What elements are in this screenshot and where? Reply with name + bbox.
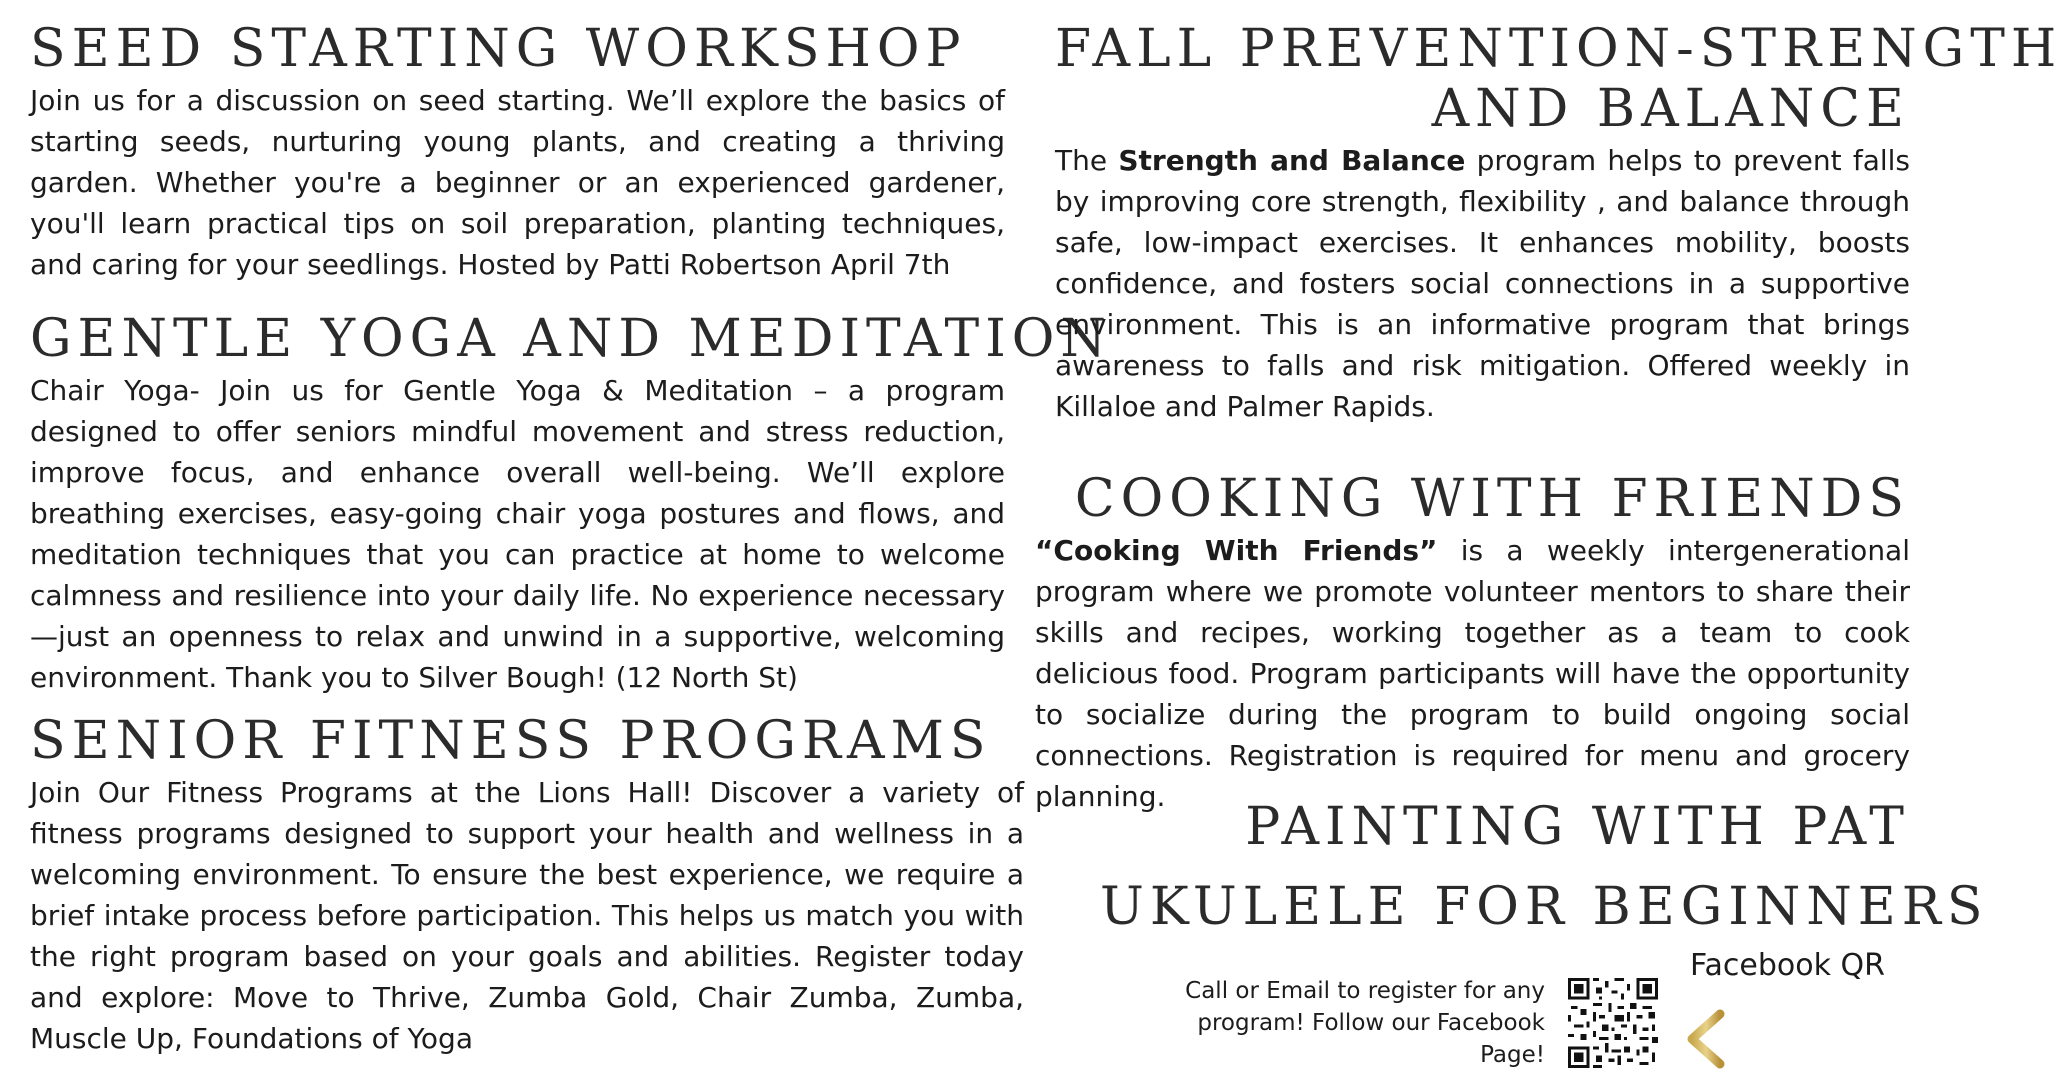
fall-prevention-body: program helps to prevent falls by improving core strength, flexibility , and balance through safe, low-impact exercises. It enhances mobility, boosts confidence, and fosters social connections in a supportive environment. This is an informative program that brings awareness to falls and risk mitigation. Offered weekly in Killaloe and Palmer Rapids. bbox=[1055, 143, 1910, 423]
seed-starting-section bbox=[30, 20, 1005, 285]
ukulele-section bbox=[1100, 877, 1989, 938]
fall-prevention-description bbox=[1055, 140, 1910, 427]
senior-fitness-section bbox=[30, 712, 1024, 1059]
gentle-yoga-title: GENTLE YOGA AND MEDITATION bbox=[30, 309, 1112, 369]
register-call-to-action: Call or Email to register for any program! Follow our Facebook Page! bbox=[1185, 978, 1545, 1068]
fall-prevention-section bbox=[1055, 19, 2062, 427]
ukulele-title: UKULELE FOR BEGINNERS bbox=[1100, 877, 1989, 937]
fall-prevention-title bbox=[1055, 19, 2062, 140]
senior-fitness-description: Join Our Fitness Programs at the Lions Hall! Discover a variety of fitness programs designed to support your health and wellness in a welcoming environment. To ensure the best experience, we require a brief intake process before participation. This helps us match you with the right program based on your goals and abilities. Register today and explore: Move to Thrive, Zumba Gold, Chair Zumba, Zumba, Muscle Up, Foundations of Yoga bbox=[30, 775, 1024, 1055]
facebook-qr-label: Facebook QR bbox=[1690, 948, 1885, 983]
senior-fitness-title: SENIOR FITNESS PROGRAMS bbox=[30, 711, 992, 771]
fall-prevention-prefix: The bbox=[1055, 143, 1119, 177]
arrow-left-icon bbox=[1680, 1008, 1900, 1070]
cooking-title: COOKING WITH FRIENDS bbox=[1074, 469, 1910, 529]
painting-section bbox=[1100, 798, 1910, 858]
cooking-section bbox=[1035, 470, 1910, 817]
seed-starting-description: Join us for a discussion on seed starting. We’ll explore the basics of starting seeds, nurturing young plants, and creating a thriving garden. Whether you're a beginner or an experienced gardener, you'll learn practical tips on soil preparation, planting techniques, and caring for your seedlings. Hosted by Patti Robertson April 7th bbox=[30, 83, 1005, 281]
fall-prevention-program-name: Strength and Balance bbox=[1118, 143, 1466, 177]
gentle-yoga-section bbox=[30, 309, 1112, 698]
fall-prevention-title-line2: AND BALANCE bbox=[1431, 78, 1910, 139]
fall-prevention-title-line1: FALL PREVENTION-STRENGTH bbox=[1055, 19, 2062, 79]
qr-code-icon[interactable] bbox=[1568, 978, 1658, 1068]
gentle-yoga-description: Chair Yoga- Join us for Gentle Yoga & Meditation – a program designed to offer seniors mindful movement and stress reduction, improve focus, and enhance overall well-being. We’ll explore breathing exercises, easy-going chair yoga postures and flows, and meditation techniques that you can practice at home to welcome calmness and resilience into your daily life. No experience necessary—just an openness to relax and unwind in a supportive, welcoming environment. Thank you to Silver Bough! (12 North St) bbox=[30, 373, 1005, 694]
cooking-program-name: “Cooking With Friends” bbox=[1035, 533, 1438, 567]
cooking-description bbox=[1035, 530, 1910, 817]
seed-starting-title: SEED STARTING WORKSHOP bbox=[30, 19, 967, 79]
painting-title: PAINTING WITH PAT bbox=[1245, 797, 1910, 857]
cooking-body: is a weekly intergenerational program where we promote volunteer mentors to share their skills and recipes, working together as a team to cook delicious food. Program participants will have the opportunity to socialize during the program to build ongoing social connections. Registration is required for menu and grocery planning. bbox=[1035, 533, 1910, 813]
